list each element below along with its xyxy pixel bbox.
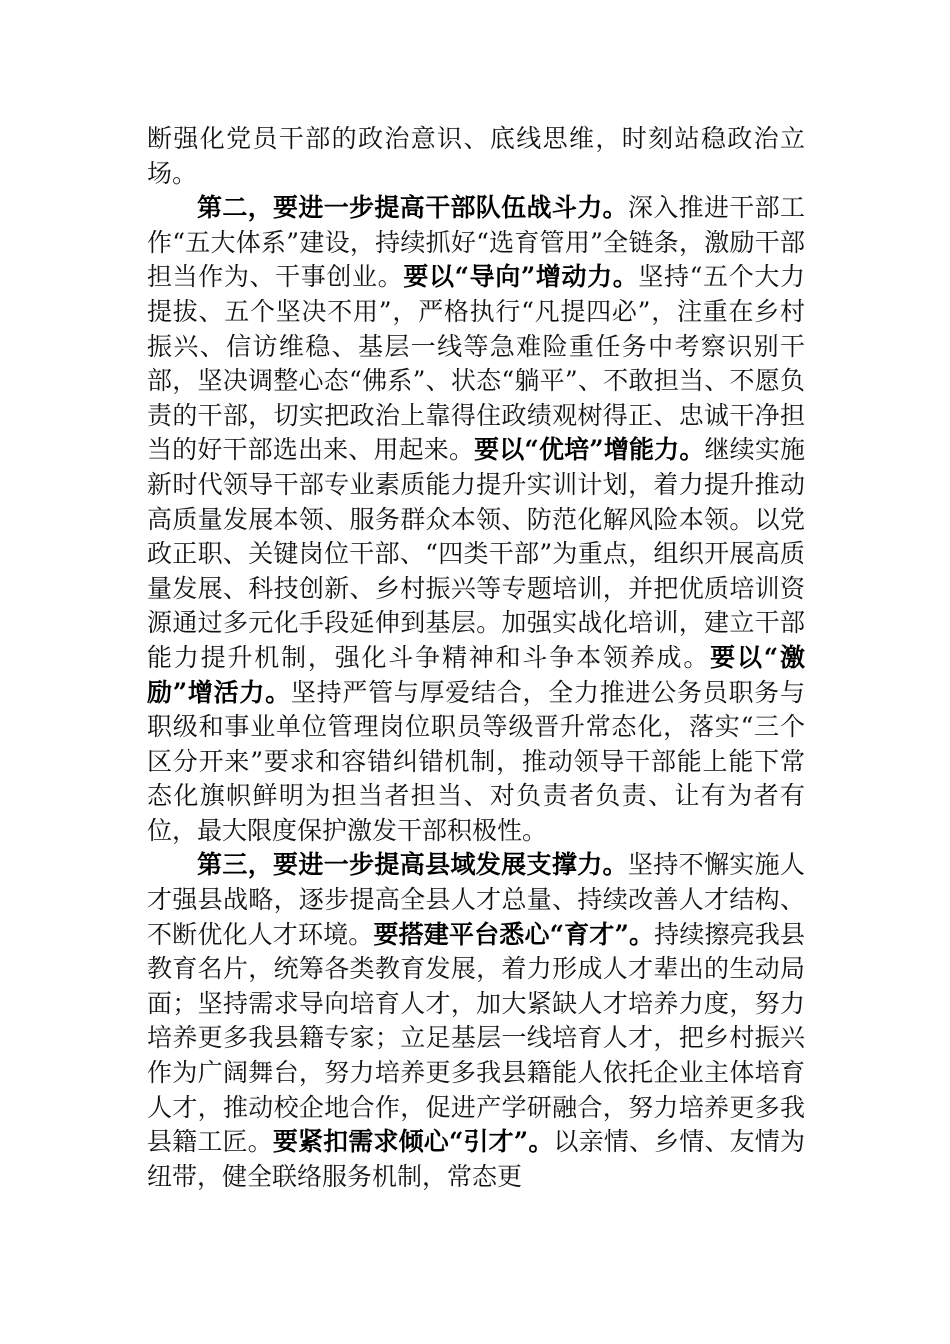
text-segment: 深入推进干部工作“五大体系”建设，持续抓好“选育管用”全链条，激励干部担当作为、干事创业。 [147,193,805,292]
text-segment: 坚持不懈实施人才强县战略，逐步提高全县人才总量、持续改善人才结构、不断优化人才环境。 [147,850,805,949]
bold-heading: 要以“优培”增能力。 [474,435,705,465]
bold-heading: 第三，要进一步提高县域发展支撑力。 [197,850,628,880]
bold-heading: 要以“导向”增动力。 [403,262,639,292]
text-segment: 坚持严管与厚爱结合，全力推进公务员职务与职级和事业单位管理岗位职员等级晋升常态化，落实“三个区分开来”要求和容错纠错机制，推动领导干部能上能下常态化旗帜鲜明为担当者担当、对负责者负责、让有为者有位，最大限度保护激发干部积极性。 [147,677,805,845]
bold-heading: 第二，要进一步提高干部队伍战斗力。 [197,193,628,223]
text-segment: 断强化党员干部的政治意识、底线思维，时刻站稳政治立场。 [147,124,805,188]
bold-heading: 要紧扣需求倾心“引才”。 [272,1127,554,1157]
text-segment: 继续实施新时代领导干部专业素质能力提升实训计划，着力提升推动高质量发展本领、服务群众本领、防范化解风险本领。以党政正职、关键岗位干部、“四类干部”为重点，组织开展高质量发展、科技创新、乡村振兴等专题培训，并把优质培训资源通过多元化手段延伸到基层。加强实战化培训，建立干部能力提升机制，强化斗争精神和斗争本领养成。 [147,435,805,672]
text-segment: 坚持“五个大力提拔、五个坚决不用”，严格执行“凡提四必”，注重在乡村振兴、信访维稳、基层一线等急难险重任务中考察识别干部，坚决调整心态“佛系”、状态“躺平”、不敢担当、不愿负责的干部，切实把政治上靠得住政绩观树得正、忠诚干净担当的好干部选出来、用起来。 [147,262,805,465]
paragraph-2 [147,191,805,848]
paragraph-1 [147,122,805,191]
document-page [147,122,805,1194]
text-segment: 持续擦亮我县教育名片，统筹各类教育发展，着力形成人才辈出的生动局面；坚持需求导向培育人才，加大紧缺人才培养力度，努力培养更多我县籍专家；立足基层一线培育人才，把乡村振兴作为广阔舞台，努力培养更多我县籍能人依托企业主体培育人才，推动校企地合作，促进产学研融合，努力培养更多我县籍工匠。 [147,919,805,1157]
bold-heading: 要以“激励”增活力。 [147,642,805,707]
text-segment: 以亲情、乡情、友情为纽带，健全联络服务机制，常态更 [147,1127,805,1191]
bold-heading: 要搭建平台悉心“育才”。 [373,919,655,949]
paragraph-3 [147,848,805,1194]
